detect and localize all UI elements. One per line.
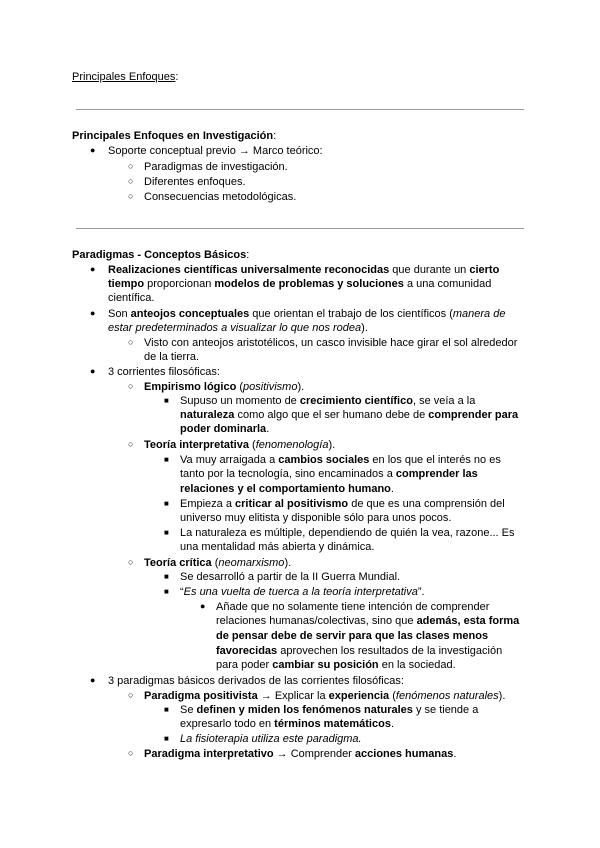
bullet-circle-icon: ○ [128, 439, 134, 449]
bullet-square-icon: ■ [164, 528, 169, 537]
list-item: Diferentes enfoques. [144, 176, 246, 188]
bullet-circle-icon: ○ [128, 191, 134, 201]
list-item: Visto con anteojos aristotélicos, un casco invisible hace girar el sol alrededor [144, 337, 518, 349]
list-item: Son anteojos conceptuales que orientan el trabajo de los científicos (manera de [108, 308, 506, 320]
list-item-continuation: universo muy elitista y disponible sólo para unos pocos. [180, 512, 452, 524]
list-item-continuation: estar predeterminados a visualizar lo que nos rodea). [108, 322, 368, 334]
bullet-square-icon: ■ [164, 705, 169, 714]
list-item: Realizaciones científicas universalmente reconocidas que durante un cierto [108, 264, 500, 276]
list-item: Se desarrolló a partir de la II Guerra Mundial. [180, 571, 401, 583]
list-item: La naturaleza es múltiple, dependiendo de quién la vea, razone... Es [180, 527, 515, 539]
list-item: 3 paradigmas básicos derivados de las corrientes filosóficas: [108, 675, 404, 687]
list-item: Consecuencias metodológicas. [144, 191, 297, 203]
list-item: Paradigma positivista → Explicar la experiencia (fenómenos naturales). [144, 690, 506, 702]
section-heading-paradigmas: Paradigmas - Conceptos Básicos: [72, 249, 250, 261]
bullet-disc-icon: ● [90, 675, 96, 685]
bullet-circle-icon: ○ [128, 690, 134, 700]
bullet-circle-icon: ○ [128, 161, 134, 171]
list-item-continuation: poder dominarla. [180, 423, 270, 435]
list-item: La fisioterapia utiliza este paradigma. [180, 733, 362, 745]
list-item: Teoría crítica (neomarxismo). [144, 557, 292, 569]
list-item: Se definen y miden los fenómenos naturales y se tiende a [180, 704, 479, 716]
list-item: Empirismo lógico (positivismo). [144, 381, 305, 393]
bullet-circle-icon: ○ [128, 748, 134, 758]
page-title: Principales Enfoques: [72, 71, 179, 83]
list-item-continuation: de pensar debe de servir para que las clases menos [216, 630, 489, 642]
bullet-square-icon: ■ [164, 455, 169, 464]
bullet-square-icon: ■ [164, 572, 169, 581]
list-item-continuation: tiempo proporcionan modelos de problemas y soluciones a una comunidad [108, 278, 492, 290]
list-item: “Es una vuelta de tuerca a la teoría interpretativa”. [180, 586, 425, 598]
bullet-square-icon: ■ [164, 734, 169, 743]
list-item-continuation: tanto por la tecnología, sino encaminados a comprender las [180, 468, 478, 480]
list-item-continuation: de la tierra. [144, 351, 200, 363]
list-item-continuation: favorecidas aprovechen los resultados de la investigación [216, 645, 503, 657]
bullet-square-icon: ■ [164, 396, 169, 405]
horizontal-divider [76, 109, 524, 110]
section-heading-enfoques: Principales Enfoques en Investigación: [72, 130, 277, 142]
horizontal-divider [76, 228, 524, 229]
list-item: Paradigmas de investigación. [144, 161, 288, 173]
bullet-circle-icon: ○ [128, 557, 134, 567]
list-item-continuation: relaciones y el comportamiento humano. [180, 483, 394, 495]
list-item: Teoría interpretativa (fenomenología). [144, 439, 336, 451]
list-item-continuation: expresarlo todo en términos matemáticos. [180, 718, 394, 730]
list-item: Añade que no solamente tiene intención de comprender [216, 601, 490, 613]
bullet-disc-icon: ● [90, 366, 96, 376]
bullet-square-icon: ■ [164, 587, 169, 596]
list-item-continuation: para poder cambiar su posición en la sociedad. [216, 659, 456, 671]
list-item: Soporte conceptual previo → Marco teórico: [108, 145, 323, 157]
bullet-square-icon: ■ [164, 499, 169, 508]
list-item: 3 corrientes filosóficas: [108, 366, 220, 378]
bullet-disc-icon: ● [90, 308, 96, 318]
list-item: Supuso un momento de crecimiento científico, se veía a la [180, 395, 476, 407]
list-item-continuation: relaciones humanas/colectivas, sino que además, esta forma [216, 615, 520, 627]
list-item: Empieza a criticar al positivismo de que es una comprensión del [180, 498, 505, 510]
list-item-continuation: científica. [108, 292, 155, 304]
bullet-disc-icon: ● [90, 145, 96, 155]
bullet-disc-icon: ● [90, 264, 96, 274]
list-item: Va muy arraigada a cambios sociales en los que el interés no es [180, 454, 501, 466]
bullet-circle-icon: ○ [128, 176, 134, 186]
list-item: Paradigma interpretativo → Comprender acciones humanas. [144, 748, 457, 760]
list-item-continuation: una mentalidad más abierta y dinámica. [180, 541, 375, 553]
bullet-circle-icon: ○ [128, 381, 134, 391]
bullet-circle-icon: ○ [128, 337, 134, 347]
list-item-continuation: naturaleza como algo que el ser humano debe de comprender para [180, 409, 519, 421]
bullet-disc-icon: ● [200, 601, 206, 611]
